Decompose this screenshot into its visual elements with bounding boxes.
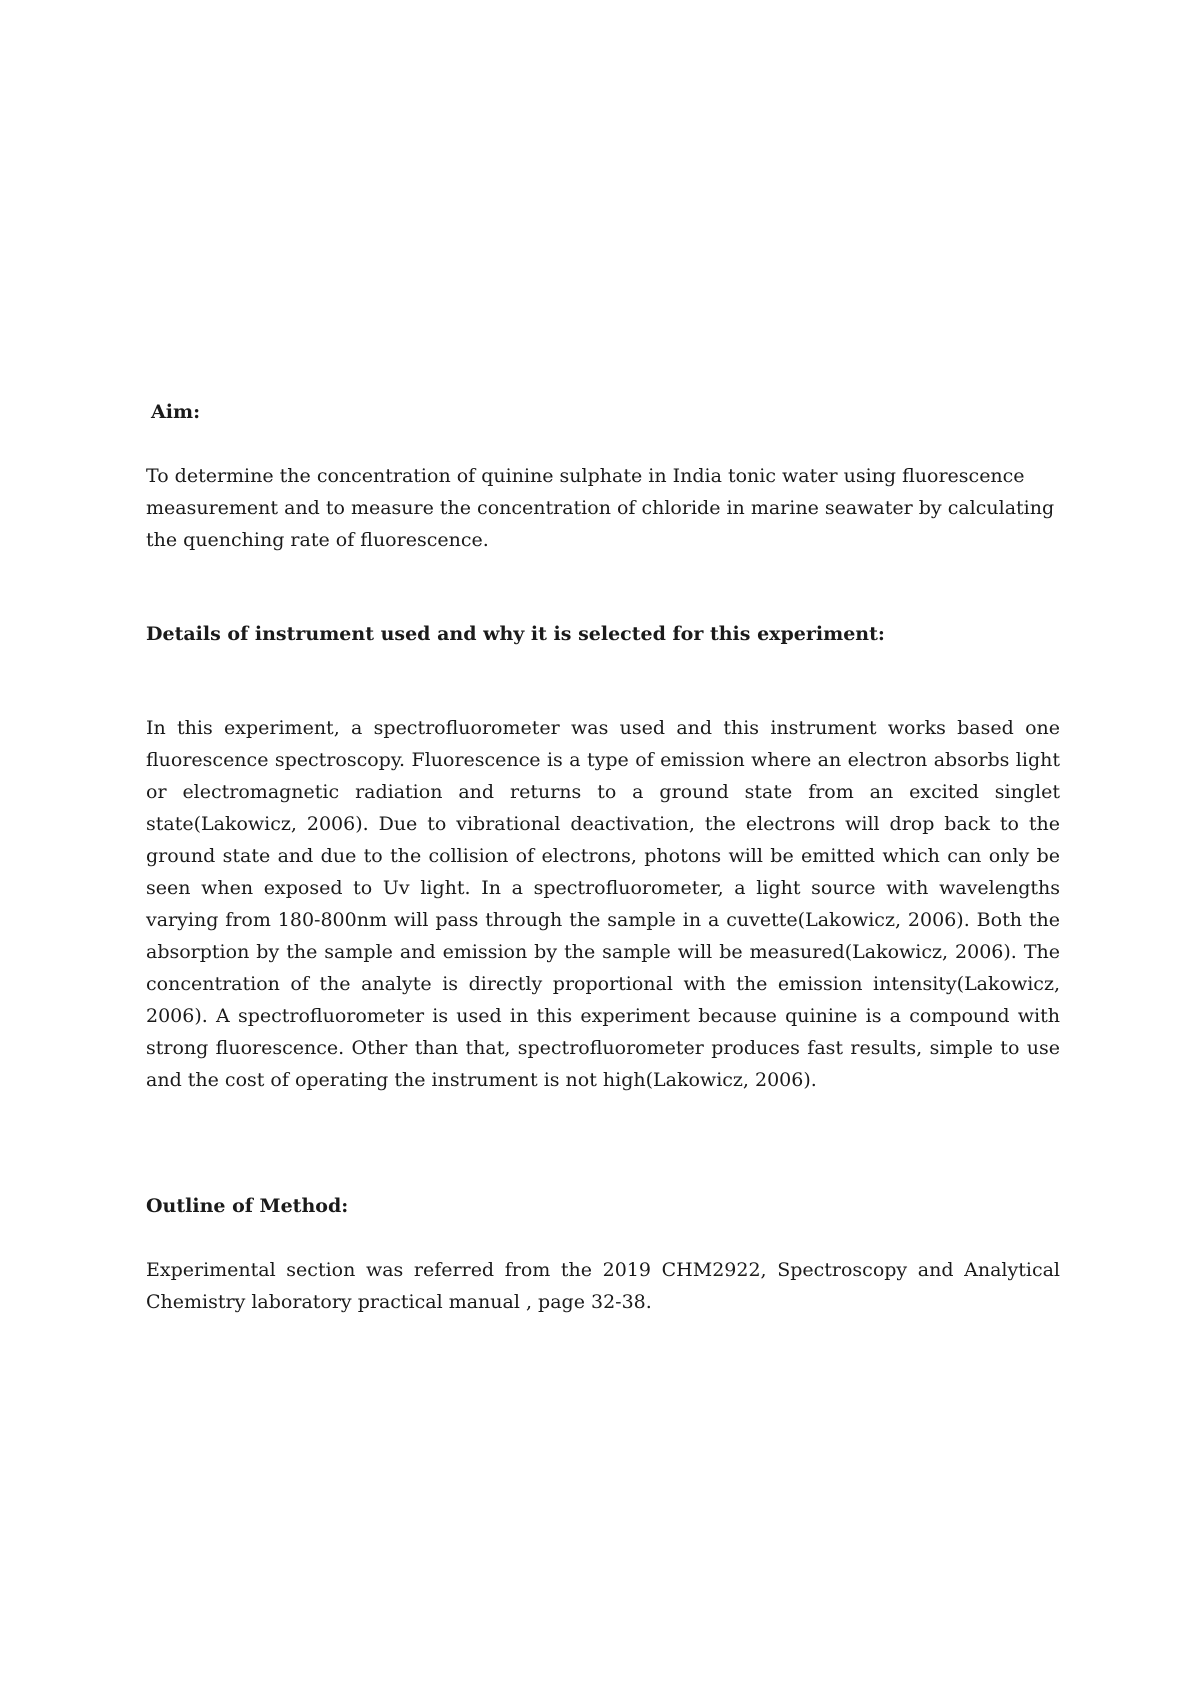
method-paragraph: Experimental section was referred from the 2019 CHM2922, Spectroscopy and Analytical Chemistry laboratory practical manual , page 32-38. xyxy=(146,1259,1060,1313)
spacer xyxy=(146,650,1060,712)
spacer xyxy=(146,556,1060,618)
method-section xyxy=(146,1190,1060,1318)
aim-paragraph: To determine the concentration of quinine sulphate in India tonic water using fluorescence measurement and to measure the concentration of chloride in marine seawater by calculating the quenching rate of fluorescence. xyxy=(146,465,1055,551)
spacer xyxy=(146,1096,1060,1190)
document-content xyxy=(146,396,1060,1318)
instrument-paragraph: In this experiment, a spectrofluorometer was used and this instrument works based one fluorescence spectroscopy. Fluorescence is a type of emission where an electron absorbs light or electromagnetic radiation and returns to a ground state from an excited singlet state(Lakowicz, 2006). Due to vibrational deactivation, the electrons will drop back to the ground state and due to the collision of electrons, photons will be emitted which can only be seen when exposed to Uv light. In a spectrofluorometer, a light source with wavelengths varying from 180-800nm will pass through the sample in a cuvette(Lakowicz, 2006). Both the absorption by the sample and emission by the sample will be measured(Lakowicz, 2006). The concentration of the analyte is directly proportional with the emission intensity(Lakowicz, 2006). A spectrofluorometer is used in this experiment because quinine is a compound with strong fluorescence. Other than that, spectrofluorometer produces fast results, simple to use and the cost of operating the instrument is not high(Lakowicz, 2006). xyxy=(146,717,1060,1091)
aim-heading: Aim: xyxy=(151,401,201,423)
aim-section xyxy=(146,396,1060,556)
instrument-heading: Details of instrument used and why it is selected for this experiment: xyxy=(146,623,885,645)
instrument-section xyxy=(146,618,1060,1096)
spacer xyxy=(146,1222,1060,1254)
spacer xyxy=(146,428,1060,460)
method-heading: Outline of Method: xyxy=(146,1195,349,1217)
